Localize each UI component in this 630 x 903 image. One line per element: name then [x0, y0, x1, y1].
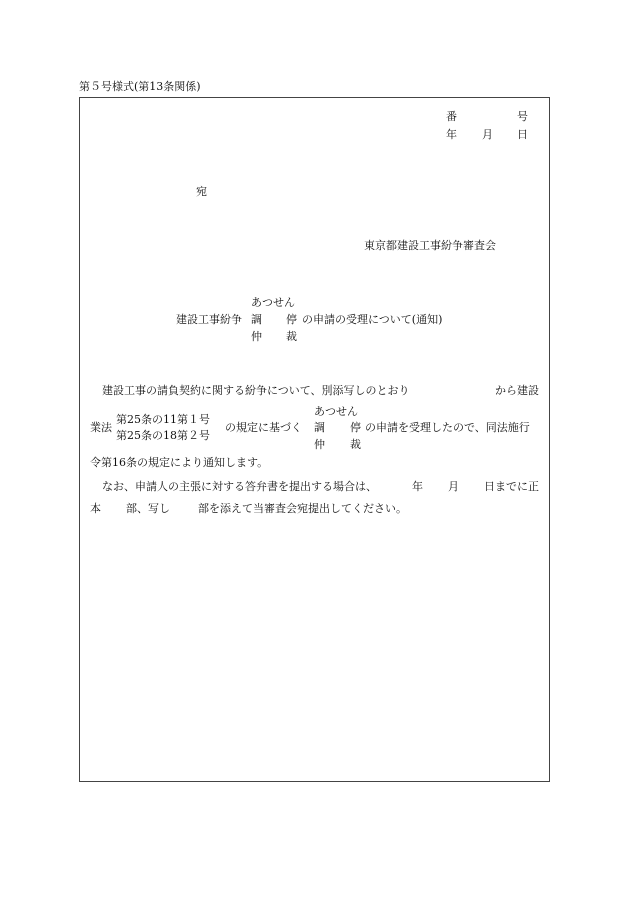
date-day-label: 日: [517, 128, 528, 141]
title-option-mediation-a: 調: [251, 313, 262, 326]
title-option-arbitration-a: 仲: [251, 330, 262, 343]
body-line1: 建設工事の請負契約に関する紛争について、別添写しのとおり: [102, 384, 410, 397]
body-option-arbitration-b: 裁: [350, 438, 361, 451]
title-option-mediation-b: 停: [286, 313, 297, 326]
para2-line1: なお、申請人の主張に対する答弁書を提出する場合は、: [102, 480, 377, 493]
para2-year: 年: [412, 480, 423, 493]
body-article-1: 第25条の11第１号: [116, 413, 210, 426]
para2-line2-b: 部、写し: [126, 502, 170, 515]
form-label: 第５号様式(第13条関係): [79, 80, 201, 93]
body-law-label: 業法: [90, 421, 112, 434]
document-number-suffix: 号: [517, 110, 528, 123]
para2-month: 月: [448, 480, 459, 493]
addressee-suffix: 宛: [196, 185, 207, 198]
body-line2-end: の申請を受理したので、同法施行: [365, 421, 530, 434]
body-option-mediation-a: 調: [314, 421, 325, 434]
title-suffix: の申請の受理について(通知): [302, 313, 443, 326]
para2-day-tail: 日までに正: [484, 480, 539, 493]
body-line1-end: から建設: [495, 384, 539, 397]
body-article-2: 第25条の18第２号: [116, 429, 210, 442]
body-line3: 令第16条の規定により通知します。: [90, 456, 269, 469]
body-option-mediation-b: 停: [350, 421, 361, 434]
date-month-label: 月: [482, 128, 493, 141]
body-option-arbitration-a: 仲: [314, 438, 325, 451]
body-options-top: あつせん: [314, 405, 358, 418]
date-year-label: 年: [446, 128, 457, 141]
title-options-top: あつせん: [251, 296, 295, 309]
para2-line2-c: 部を添えて当審査会宛提出してください。: [198, 502, 407, 515]
para2-line2-a: 本: [90, 502, 101, 515]
title-option-arbitration-b: 裁: [286, 330, 297, 343]
title-prefix: 建設工事紛争: [176, 313, 242, 326]
body-based-on: の規定に基づく: [225, 421, 302, 434]
document-number-label: 番: [446, 110, 457, 123]
sender-name: 東京都建設工事紛争審査会: [364, 239, 496, 252]
